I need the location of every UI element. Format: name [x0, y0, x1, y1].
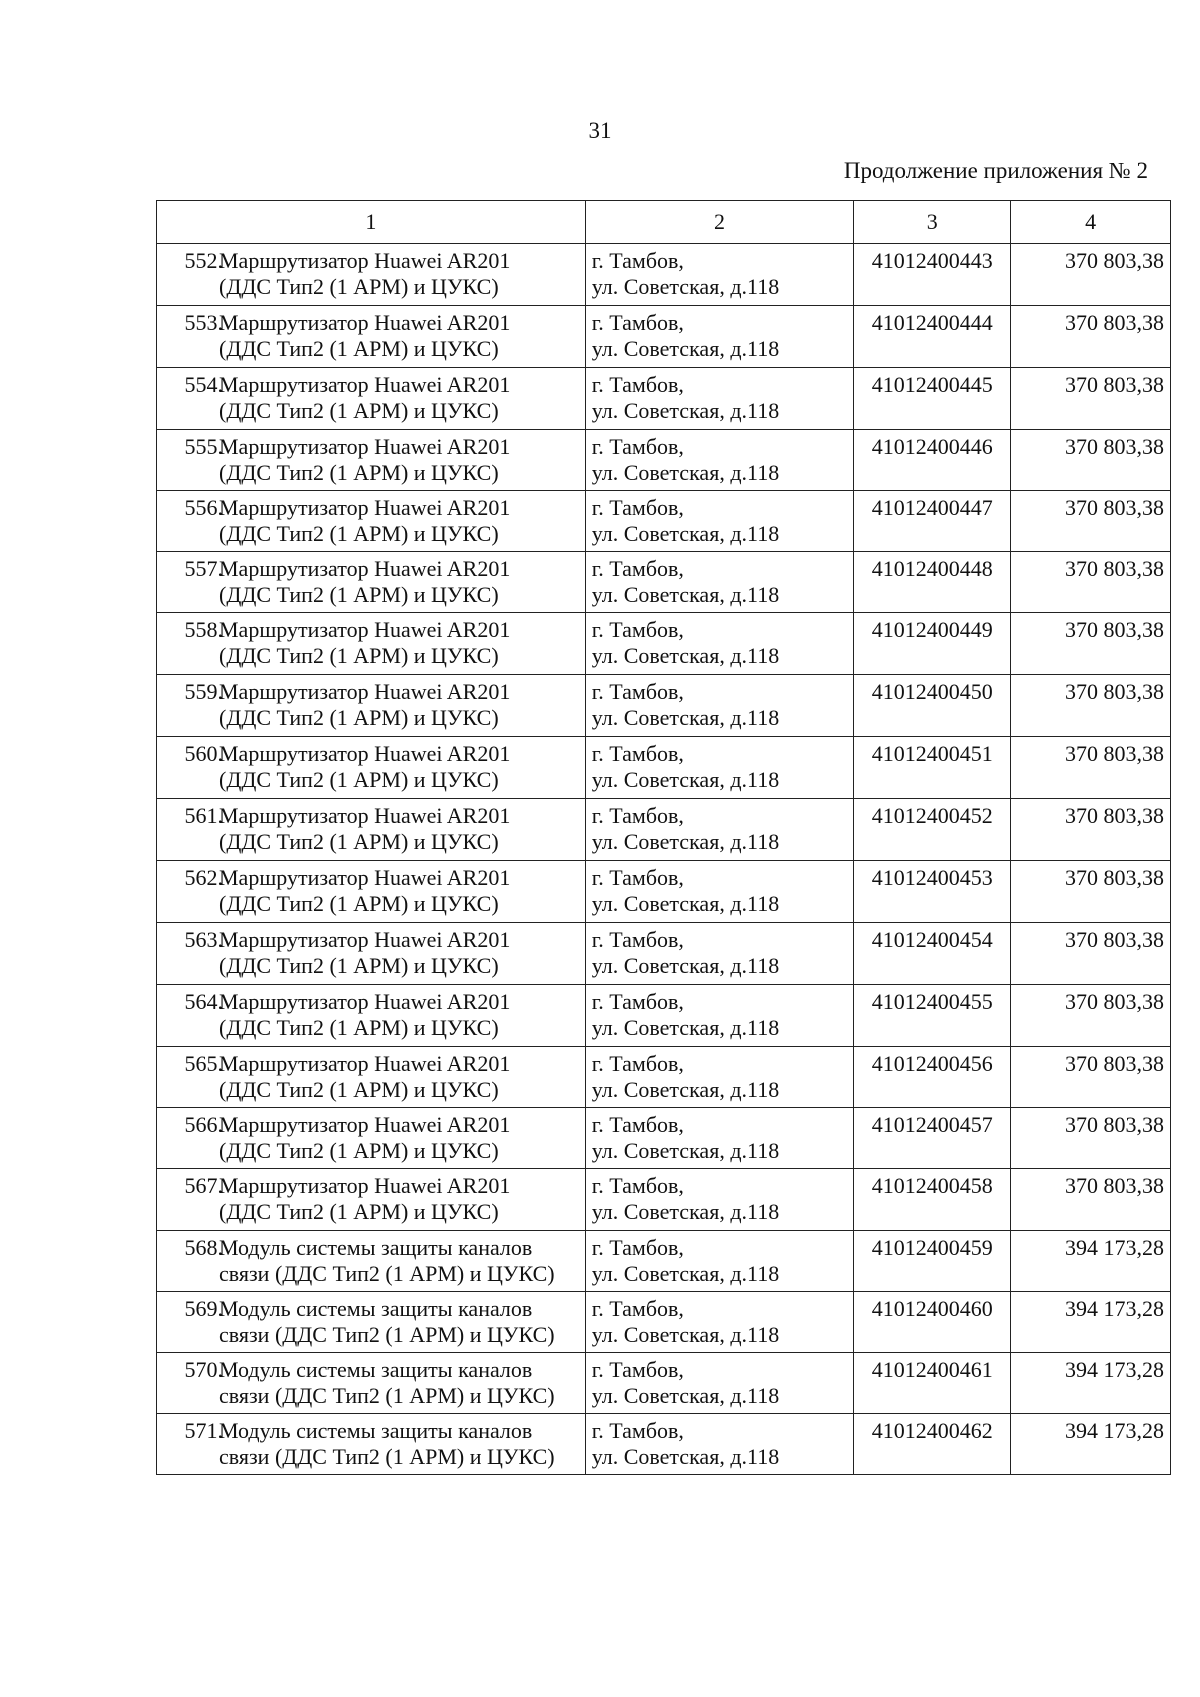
address-cell — [585, 1414, 854, 1475]
item-name-cell — [157, 368, 586, 430]
item-name-line-1: Маршрутизатор Huawei AR201 — [219, 989, 511, 1014]
inventory-number: 41012400457 — [854, 1108, 1011, 1169]
table-body — [157, 244, 1171, 1475]
cost-value: 370 803,38 — [1011, 1108, 1171, 1169]
item-name-cell — [157, 923, 586, 985]
item-name-line-1: Маршрутизатор Huawei AR201 — [219, 434, 511, 459]
item-name-line-1: Маршрутизатор Huawei AR201 — [219, 617, 511, 642]
inventory-number: 41012400458 — [854, 1169, 1011, 1231]
address-cell — [585, 923, 854, 985]
item-name-line-1: Маршрутизатор Huawei AR201 — [219, 927, 511, 952]
item-name-line-1: Модуль системы защиты каналов — [219, 1418, 533, 1443]
item-name-line-2: (ДДС Тип2 (1 АРМ) и ЦУКС) — [219, 767, 499, 792]
item-name-cell — [157, 491, 586, 552]
cost-value: 370 803,38 — [1011, 430, 1171, 491]
item-number: 570. — [184, 1357, 223, 1382]
address-line-1: г. Тамбов, — [591, 1112, 684, 1137]
table-row — [157, 491, 1171, 552]
address-line-1: г. Тамбов, — [591, 1357, 684, 1382]
inventory-number: 41012400443 — [854, 244, 1011, 306]
inventory-number: 41012400461 — [854, 1353, 1011, 1414]
address-cell — [585, 1231, 854, 1292]
column-header-4: 4 — [1011, 201, 1171, 244]
item-name-cell — [157, 861, 586, 923]
item-name-line-1: Маршрутизатор Huawei AR201 — [219, 741, 511, 766]
item-name-cell — [157, 1047, 586, 1108]
address-line-1: г. Тамбов, — [591, 865, 684, 890]
address-cell — [585, 491, 854, 552]
table-row — [157, 861, 1171, 923]
item-name-line-2: (ДДС Тип2 (1 АРМ) и ЦУКС) — [219, 643, 499, 668]
cost-value: 370 803,38 — [1011, 923, 1171, 985]
table-row — [157, 737, 1171, 799]
table-row — [157, 675, 1171, 737]
address-line-2: ул. Советская, д.118 — [591, 1261, 780, 1286]
address-line-2: ул. Советская, д.118 — [591, 582, 780, 607]
address-line-1: г. Тамбов, — [591, 1296, 684, 1321]
table-header-row — [157, 201, 1171, 244]
item-name-cell — [157, 244, 586, 306]
item-number: 563. — [184, 927, 223, 952]
item-name-line-1: Маршрутизатор Huawei AR201 — [219, 248, 511, 273]
cost-value: 370 803,38 — [1011, 613, 1171, 675]
address-cell — [585, 737, 854, 799]
address-cell — [585, 1292, 854, 1353]
inventory-number: 41012400462 — [854, 1414, 1011, 1475]
table-row — [157, 1353, 1171, 1414]
inventory-number: 41012400445 — [854, 368, 1011, 430]
address-line-1: г. Тамбов, — [591, 927, 684, 952]
inventory-table — [156, 200, 1171, 1475]
inventory-number: 41012400459 — [854, 1231, 1011, 1292]
table-row — [157, 1414, 1171, 1475]
cost-value: 370 803,38 — [1011, 552, 1171, 613]
address-line-1: г. Тамбов, — [591, 679, 684, 704]
item-name-cell — [157, 1414, 586, 1475]
item-name-cell — [157, 1231, 586, 1292]
item-name-line-1: Модуль системы защиты каналов — [219, 1357, 533, 1382]
item-name-line-2: (ДДС Тип2 (1 АРМ) и ЦУКС) — [219, 1138, 499, 1163]
inventory-number: 41012400444 — [854, 306, 1011, 368]
address-line-1: г. Тамбов, — [591, 1418, 684, 1443]
item-number: 567. — [184, 1173, 223, 1198]
cost-value: 370 803,38 — [1011, 306, 1171, 368]
inventory-number: 41012400448 — [854, 552, 1011, 613]
item-number: 568. — [184, 1235, 223, 1260]
item-name-line-2: связи (ДДС Тип2 (1 АРМ) и ЦУКС) — [219, 1383, 555, 1408]
item-number: 559. — [184, 679, 223, 704]
inventory-number: 41012400453 — [854, 861, 1011, 923]
item-name-cell — [157, 799, 586, 861]
item-name-line-1: Маршрутизатор Huawei AR201 — [219, 310, 511, 335]
address-line-2: ул. Советская, д.118 — [591, 1138, 780, 1163]
cost-value: 394 173,28 — [1011, 1353, 1171, 1414]
inventory-number: 41012400447 — [854, 491, 1011, 552]
address-line-1: г. Тамбов, — [591, 372, 684, 397]
item-number: 566. — [184, 1112, 223, 1137]
address-line-1: г. Тамбов, — [591, 556, 684, 581]
item-name-cell — [157, 985, 586, 1047]
address-line-2: ул. Советская, д.118 — [591, 1077, 780, 1102]
column-header-1: 1 — [157, 201, 586, 244]
item-name-line-1: Маршрутизатор Huawei AR201 — [219, 803, 511, 828]
item-name-line-1: Маршрутизатор Huawei AR201 — [219, 495, 511, 520]
cost-value: 370 803,38 — [1011, 675, 1171, 737]
table-row — [157, 1108, 1171, 1169]
address-line-2: ул. Советская, д.118 — [591, 521, 780, 546]
item-number: 560. — [184, 741, 223, 766]
item-name-line-2: (ДДС Тип2 (1 АРМ) и ЦУКС) — [219, 891, 499, 916]
item-name-line-2: (ДДС Тип2 (1 АРМ) и ЦУКС) — [219, 953, 499, 978]
table-row — [157, 613, 1171, 675]
item-name-line-2: (ДДС Тип2 (1 АРМ) и ЦУКС) — [219, 1077, 499, 1102]
inventory-number: 41012400454 — [854, 923, 1011, 985]
item-name-line-2: (ДДС Тип2 (1 АРМ) и ЦУКС) — [219, 336, 499, 361]
item-number: 571. — [184, 1418, 223, 1443]
address-line-1: г. Тамбов, — [591, 741, 684, 766]
item-number: 558. — [184, 617, 223, 642]
item-number: 561. — [184, 803, 223, 828]
address-line-2: ул. Советская, д.118 — [591, 1015, 780, 1040]
cost-value: 394 173,28 — [1011, 1292, 1171, 1353]
table-row — [157, 552, 1171, 613]
address-line-2: ул. Советская, д.118 — [591, 953, 780, 978]
address-line-2: ул. Советская, д.118 — [591, 643, 780, 668]
address-cell — [585, 1047, 854, 1108]
item-name-line-2: (ДДС Тип2 (1 АРМ) и ЦУКС) — [219, 1199, 499, 1224]
address-line-2: ул. Советская, д.118 — [591, 891, 780, 916]
inventory-number: 41012400456 — [854, 1047, 1011, 1108]
cost-value: 370 803,38 — [1011, 737, 1171, 799]
item-name-line-1: Модуль системы защиты каналов — [219, 1296, 533, 1321]
inventory-number: 41012400451 — [854, 737, 1011, 799]
address-line-1: г. Тамбов, — [591, 248, 684, 273]
address-cell — [585, 861, 854, 923]
address-line-2: ул. Советская, д.118 — [591, 767, 780, 792]
item-name-line-1: Маршрутизатор Huawei AR201 — [219, 679, 511, 704]
item-name-cell — [157, 1169, 586, 1231]
item-name-cell — [157, 306, 586, 368]
item-name-line-2: (ДДС Тип2 (1 АРМ) и ЦУКС) — [219, 398, 499, 423]
address-cell — [585, 799, 854, 861]
address-cell — [585, 244, 854, 306]
inventory-number: 41012400452 — [854, 799, 1011, 861]
address-line-1: г. Тамбов, — [591, 310, 684, 335]
address-cell — [585, 613, 854, 675]
item-name-cell — [157, 552, 586, 613]
address-line-2: ул. Советская, д.118 — [591, 1322, 780, 1347]
address-cell — [585, 1169, 854, 1231]
table-row — [157, 923, 1171, 985]
item-name-cell — [157, 675, 586, 737]
item-name-cell — [157, 1292, 586, 1353]
item-number: 565. — [184, 1051, 223, 1076]
table-row — [157, 1292, 1171, 1353]
address-cell — [585, 1108, 854, 1169]
item-number: 556. — [184, 495, 223, 520]
cost-value: 370 803,38 — [1011, 985, 1171, 1047]
cost-value: 370 803,38 — [1011, 861, 1171, 923]
appendix-continuation-title: Продолжение приложения № 2 — [843, 158, 1148, 183]
address-line-2: ул. Советская, д.118 — [591, 398, 780, 423]
cost-value: 370 803,38 — [1011, 368, 1171, 430]
item-name-line-2: (ДДС Тип2 (1 АРМ) и ЦУКС) — [219, 829, 499, 854]
address-line-2: ул. Советская, д.118 — [591, 705, 780, 730]
item-name-line-2: (ДДС Тип2 (1 АРМ) и ЦУКС) — [219, 274, 499, 299]
cost-value: 370 803,38 — [1011, 799, 1171, 861]
item-name-line-2: связи (ДДС Тип2 (1 АРМ) и ЦУКС) — [219, 1261, 555, 1286]
cost-value: 394 173,28 — [1011, 1414, 1171, 1475]
table-row — [157, 244, 1171, 306]
address-line-2: ул. Советская, д.118 — [591, 1383, 780, 1408]
table-row — [157, 306, 1171, 368]
item-name-cell — [157, 613, 586, 675]
item-name-line-2: связи (ДДС Тип2 (1 АРМ) и ЦУКС) — [219, 1444, 555, 1469]
table-row — [157, 430, 1171, 491]
item-name-line-1: Модуль системы защиты каналов — [219, 1235, 533, 1260]
item-number: 564. — [184, 989, 223, 1014]
item-name-line-1: Маршрутизатор Huawei AR201 — [219, 556, 511, 581]
address-cell — [585, 306, 854, 368]
item-name-line-2: (ДДС Тип2 (1 АРМ) и ЦУКС) — [219, 1015, 499, 1040]
cost-value: 370 803,38 — [1011, 1047, 1171, 1108]
address-line-1: г. Тамбов, — [591, 1051, 684, 1076]
address-line-1: г. Тамбов, — [591, 434, 684, 459]
cost-value: 370 803,38 — [1011, 244, 1171, 306]
inventory-number: 41012400455 — [854, 985, 1011, 1047]
cost-value: 394 173,28 — [1011, 1231, 1171, 1292]
address-line-2: ул. Советская, д.118 — [591, 1199, 780, 1224]
address-line-1: г. Тамбов, — [591, 1235, 684, 1260]
address-line-2: ул. Советская, д.118 — [591, 1444, 780, 1469]
item-name-line-2: (ДДС Тип2 (1 АРМ) и ЦУКС) — [219, 582, 499, 607]
item-name-cell — [157, 430, 586, 491]
item-name-line-2: (ДДС Тип2 (1 АРМ) и ЦУКС) — [219, 521, 499, 546]
item-name-cell — [157, 1108, 586, 1169]
address-line-1: г. Тамбов, — [591, 495, 684, 520]
table-row — [157, 799, 1171, 861]
address-line-2: ул. Советская, д.118 — [591, 274, 780, 299]
item-number: 553. — [184, 310, 223, 335]
cost-value: 370 803,38 — [1011, 1169, 1171, 1231]
address-cell — [585, 675, 854, 737]
address-line-2: ул. Советская, д.118 — [591, 460, 780, 485]
page-number: 31 — [588, 118, 612, 143]
address-line-1: г. Тамбов, — [591, 989, 684, 1014]
item-name-line-2: связи (ДДС Тип2 (1 АРМ) и ЦУКС) — [219, 1322, 555, 1347]
address-line-2: ул. Советская, д.118 — [591, 336, 780, 361]
address-cell — [585, 552, 854, 613]
inventory-number: 41012400460 — [854, 1292, 1011, 1353]
address-cell — [585, 1353, 854, 1414]
table-row — [157, 1231, 1171, 1292]
inventory-number: 41012400446 — [854, 430, 1011, 491]
inventory-number: 41012400449 — [854, 613, 1011, 675]
item-name-line-1: Маршрутизатор Huawei AR201 — [219, 865, 511, 890]
table-row — [157, 1169, 1171, 1231]
cost-value: 370 803,38 — [1011, 491, 1171, 552]
column-header-3: 3 — [854, 201, 1011, 244]
item-number: 555. — [184, 434, 223, 459]
item-number: 557. — [184, 556, 223, 581]
item-name-line-1: Маршрутизатор Huawei AR201 — [219, 1173, 511, 1198]
table-row — [157, 368, 1171, 430]
address-cell — [585, 368, 854, 430]
table-row — [157, 1047, 1171, 1108]
item-name-line-2: (ДДС Тип2 (1 АРМ) и ЦУКС) — [219, 705, 499, 730]
item-name-line-2: (ДДС Тип2 (1 АРМ) и ЦУКС) — [219, 460, 499, 485]
item-number: 552. — [184, 248, 223, 273]
address-line-2: ул. Советская, д.118 — [591, 829, 780, 854]
item-number: 554. — [184, 372, 223, 397]
item-number: 562. — [184, 865, 223, 890]
table-row — [157, 985, 1171, 1047]
address-cell — [585, 430, 854, 491]
item-name-line-1: Маршрутизатор Huawei AR201 — [219, 372, 511, 397]
address-line-1: г. Тамбов, — [591, 1173, 684, 1198]
address-line-1: г. Тамбов, — [591, 803, 684, 828]
address-cell — [585, 985, 854, 1047]
item-name-line-1: Маршрутизатор Huawei AR201 — [219, 1051, 511, 1076]
inventory-number: 41012400450 — [854, 675, 1011, 737]
address-line-1: г. Тамбов, — [591, 617, 684, 642]
item-number: 569. — [184, 1296, 223, 1321]
column-header-2: 2 — [585, 201, 854, 244]
item-name-cell — [157, 737, 586, 799]
item-name-cell — [157, 1353, 586, 1414]
item-name-line-1: Маршрутизатор Huawei AR201 — [219, 1112, 511, 1137]
